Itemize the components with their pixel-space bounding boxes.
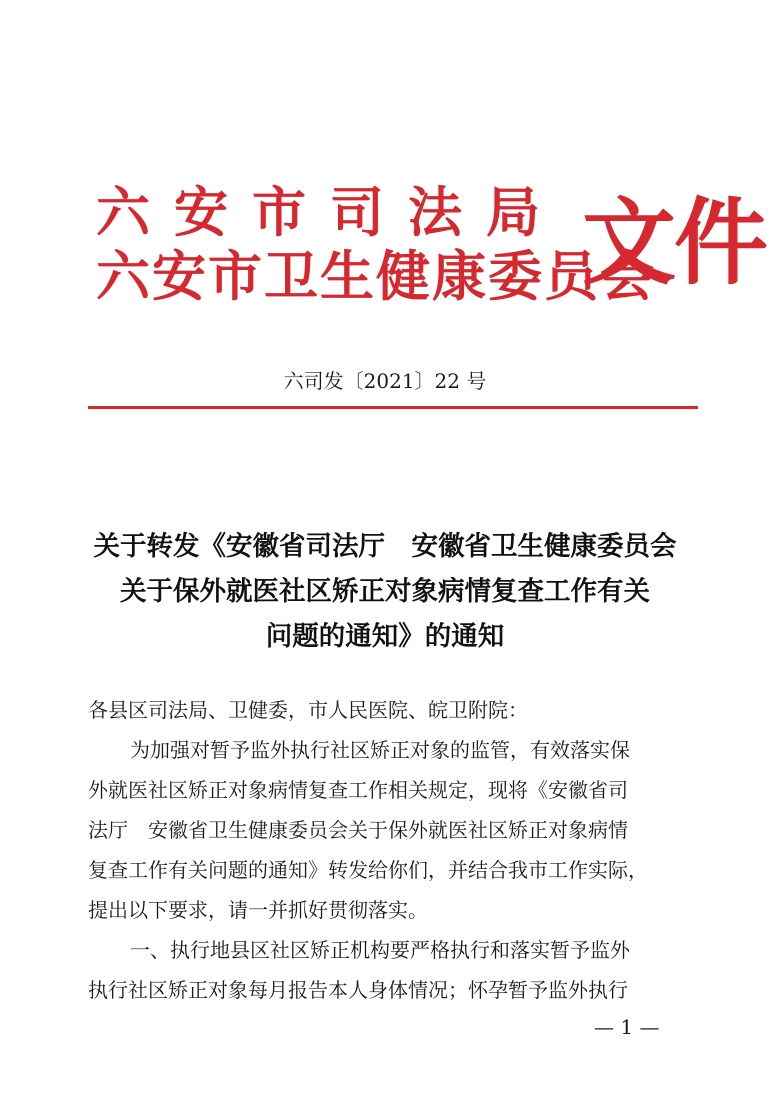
document-body: [88, 690, 692, 1010]
agency-justice-bureau: 六安市司法局: [96, 180, 564, 244]
paragraph-2-line-1: 一、执行地县区社区矫正机构要严格执行和落实暂予监外: [130, 938, 630, 962]
paragraph-1-line-2: 外就医社区矫正对象病情复查工作相关规定，现将《安徽省司: [88, 778, 628, 802]
document-number: 六司发〔2021〕22 号: [283, 369, 487, 393]
paragraph-1-line-4: 复查工作有关问题的通知》转发给你们，并结合我市工作实际，: [88, 858, 648, 882]
recipients-line: 各县区司法局、卫健委，市人民医院、皖卫附院：: [88, 698, 528, 722]
document-header-suffix: 文件: [582, 188, 767, 298]
paragraph-2-line-2: 执行社区矫正对象每月报告本人身体情况；怀孕暂予监外执行: [88, 978, 628, 1002]
title-line-3: 问题的通知》的通知: [265, 621, 505, 652]
title-line-1: 关于转发《安徽省司法厅 安徽省卫生健康委员会: [93, 531, 677, 562]
paragraph-1-line-1: 为加强对暂予监外执行社区矫正对象的监管，有效落实保: [130, 738, 630, 762]
paragraph-1-line-3: 法厅 安徽省卫生健康委员会关于保外就医社区矫正对象病情: [88, 818, 628, 842]
paragraph-1-line-5: 提出以下要求，请一并抓好贯彻落实。: [88, 898, 428, 922]
document-title: [70, 524, 700, 659]
agency-health-commission: 六安市卫生健康委员会: [96, 244, 656, 308]
issuing-agencies: [96, 180, 656, 308]
red-divider-line: [88, 406, 698, 409]
title-line-2: 关于保外就医社区矫正对象病情复查工作有关: [120, 576, 650, 607]
page-number: — 1 —: [594, 1015, 660, 1039]
